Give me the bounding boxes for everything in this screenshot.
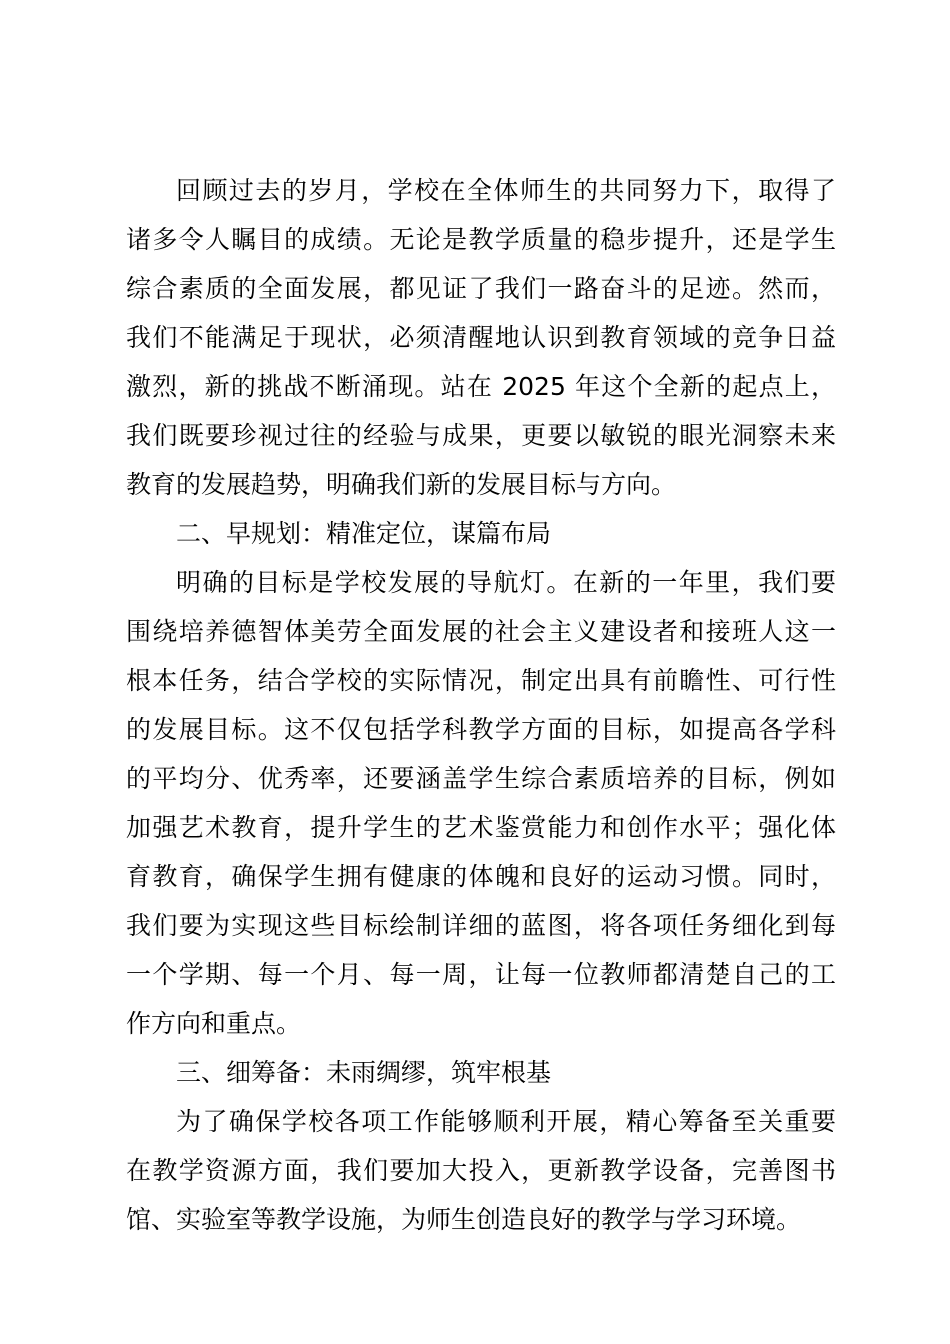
- paragraph-2-line-10: 作方向和重点。: [126, 1009, 302, 1038]
- paragraph-1-line-2: 诸多令人瞩目的成绩。无论是教学质量的稳步提升，还是学生: [126, 225, 836, 254]
- paragraph-1-line-7: 教育的发展趋势，明确我们新的发展目标与方向。: [126, 470, 677, 499]
- paragraph-1-line-6: 我们既要珍视过往的经验与成果，更要以敏锐的眼光洞察未来: [126, 421, 836, 450]
- paragraph-3-line-2: 在教学资源方面，我们要加大投入，更新教学设备，完善图书: [126, 1156, 836, 1185]
- paragraph-2-line-4: 的发展目标。这不仅包括学科教学方面的目标，如提高各学科: [126, 715, 836, 744]
- section-heading-3: 三、细筹备：未雨绸缪，筑牢根基: [176, 1058, 552, 1087]
- paragraph-3-line-3: 馆、实验室等教学设施，为师生创造良好的教学与学习环境。: [126, 1205, 802, 1234]
- paragraph-2-line-6: 加强艺术教育，提升学生的艺术鉴赏能力和创作水平；强化体: [126, 813, 836, 842]
- paragraph-2-line-3: 根本任务，结合学校的实际情况，制定出具有前瞻性、可行性: [126, 666, 836, 695]
- section-heading-2: 二、早规划：精准定位，谋篇布局: [176, 519, 552, 548]
- paragraph-1-line-5: 激烈，新的挑战不断涌现。站在 2025 年这个全新的起点上，: [126, 372, 836, 401]
- paragraph-2-line-2: 围绕培养德智体美劳全面发展的社会主义建设者和接班人这一: [126, 617, 836, 646]
- paragraph-2-line-1: 明确的目标是学校发展的导航灯。在新的一年里，我们要: [176, 568, 836, 597]
- paragraph-2-line-5: 的平均分、优秀率，还要涵盖学生综合素质培养的目标，例如: [126, 764, 836, 793]
- paragraph-3-line-1: 为了确保学校各项工作能够顺利开展，精心筹备至关重要: [176, 1107, 836, 1136]
- paragraph-2-line-8: 我们要为实现这些目标绘制详细的蓝图，将各项任务细化到每: [126, 911, 836, 940]
- paragraph-2-line-7: 育教育，确保学生拥有健康的体魄和良好的运动习惯。同时，: [126, 862, 836, 891]
- paragraph-2-line-9: 一个学期、每一个月、每一周，让每一位教师都清楚自己的工: [126, 960, 836, 989]
- paragraph-1-line-4: 我们不能满足于现状，必须清醒地认识到教育领域的竞争日益: [126, 323, 836, 352]
- paragraph-1-line-1: 回顾过去的岁月，学校在全体师生的共同努力下，取得了: [176, 176, 836, 205]
- paragraph-1-line-3: 综合素质的全面发展，都见证了我们一路奋斗的足迹。然而，: [126, 274, 836, 303]
